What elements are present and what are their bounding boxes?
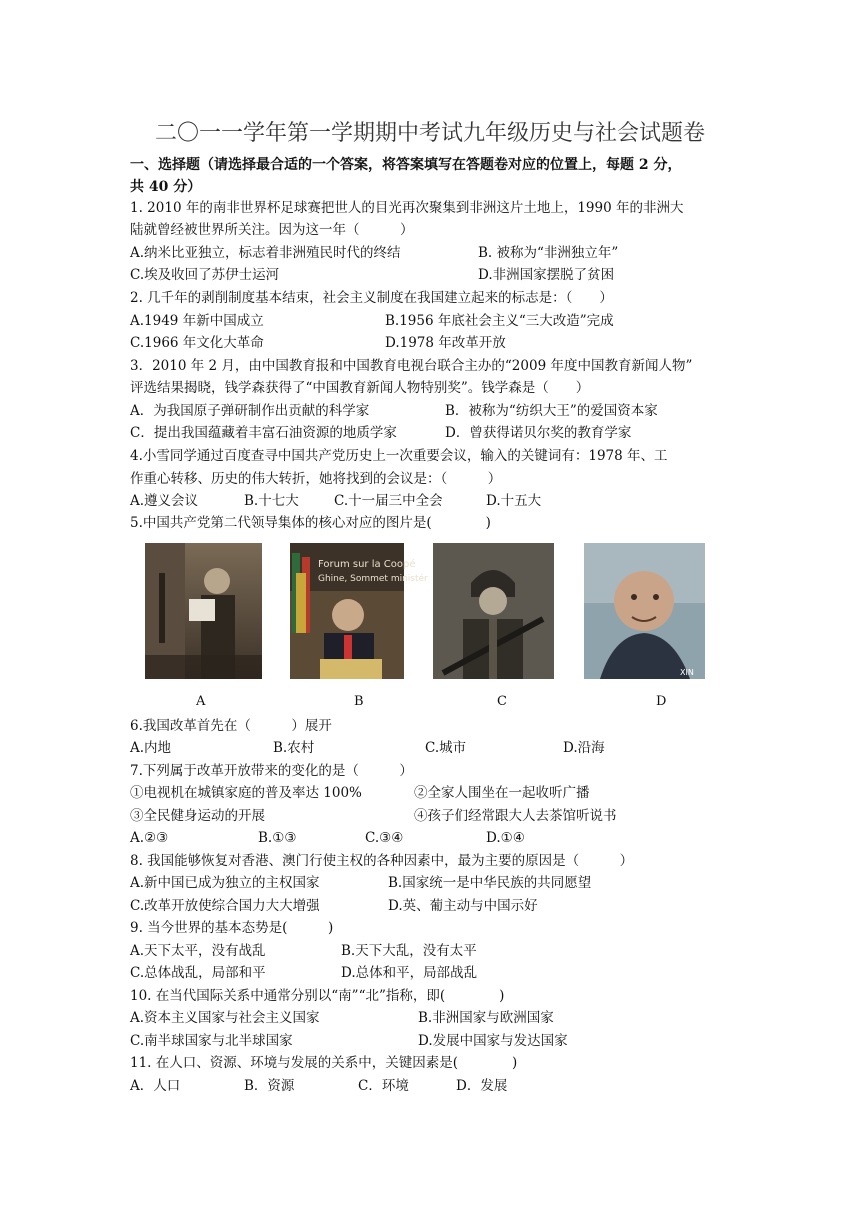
q6-option-b: B.农村: [273, 740, 315, 756]
q8-option-c: C.改革开放使综合国力大大增强: [130, 898, 320, 914]
q3-option-c: C．提出我国蕴藏着丰富石油资源的地质学家: [130, 425, 397, 441]
q4-option-b: B.十七大: [244, 493, 299, 509]
q7-stem: 7.下列属于改革开放带来的变化的是（ ）: [130, 763, 413, 779]
q2-stem: 2. 几千年的剥削制度基本结束，社会主义制度在我国建立起来的标志是：（ ）: [130, 290, 613, 306]
q1-option-d: D.非洲国家摆脱了贫困: [478, 267, 615, 283]
q10-stem: 10. 在当代国际关系中通常分别以“南”“北”指称，即( ): [130, 988, 505, 1004]
photo-label-c: C: [497, 694, 507, 709]
photo-a: [145, 543, 262, 679]
q9-option-b: B.天下大乱，没有太平: [341, 943, 477, 959]
q4-option-c: C.十一届三中全会: [334, 493, 443, 509]
q3-option-d: D．曾获得诺贝尔奖的教育学家: [445, 425, 632, 441]
q4-stem-line2: 作重心转移、历史的伟大转折，她将找到的会议是：（ ）: [130, 471, 502, 487]
q4-option-a: A.遵义会议: [130, 493, 199, 509]
photo-d-watermark: XIN: [680, 668, 694, 677]
photo-d: [584, 543, 705, 679]
q9-stem: 9. 当今世界的基本态势是( ): [130, 920, 334, 936]
q3-stem-line1: 3．2010 年 2 月，由中国教育报和中国教育电视台联合主办的“2009 年度中国教育新闻人物”: [130, 358, 693, 374]
q7-item-2: ②全家人围坐在一起收听广播: [414, 785, 590, 801]
q6-stem: 6.我国改革首先在（ ）展开: [130, 718, 332, 734]
q8-option-d: D.英、葡主动与中国示好: [388, 898, 538, 914]
q10-option-b: B.非洲国家与欧洲国家: [418, 1010, 554, 1026]
photo-c: [433, 543, 554, 679]
exam-title: 二〇一一学年第一学期期中考试九年级历史与社会试题卷: [154, 121, 705, 146]
q1-stem-line1: 1. 2010 年的南非世界杯足球赛把世人的目光再次聚集到非洲这片土地上，1990 年的非洲大: [130, 200, 684, 216]
q8-option-b: B.国家统一是中华民族的共同愿望: [388, 875, 592, 891]
section-heading: [130, 154, 730, 198]
q1-stem-line2: 陆就曾经被世界所关注。因为这一年（ ）: [130, 222, 414, 238]
q11-option-c: C．环境: [358, 1078, 409, 1094]
q6-option-c: C.城市: [425, 740, 467, 756]
q10-option-d: D.发展中国家与发达国家: [418, 1033, 568, 1049]
q5-stem: 5.中国共产党第二代领导集体的核心对应的图片是( ): [130, 515, 491, 531]
q7-option-b: B.①③: [258, 830, 297, 846]
q1-option-b: B. 被称为“非洲独立年”: [478, 245, 619, 261]
photo-b-banner-line2: Ghine, Sommet ministér: [318, 574, 428, 584]
q8-stem: 8. 我国能够恢复对香港、澳门行使主权的各种因素中，最为主要的原因是（ ）: [130, 853, 634, 869]
q1-option-c: C.埃及收回了苏伊士运河: [130, 267, 280, 283]
q6-option-d: D.沿海: [563, 740, 605, 756]
q3-stem-line2: 评选结果揭晓，钱学森获得了“中国教育新闻人物特别奖”。钱学森是（ ）: [130, 380, 590, 396]
q10-option-a: A.资本主义国家与社会主义国家: [130, 1010, 320, 1026]
q2-option-b: B.1956 年底社会主义“三大改造”完成: [385, 313, 614, 329]
q1-option-a: A.纳米比亚独立，标志着非洲殖民时代的终结: [130, 245, 401, 261]
q7-option-d: D.①④: [486, 830, 525, 846]
q4-option-d: D.十五大: [486, 493, 542, 509]
q10-option-c: C.南半球国家与北半球国家: [130, 1033, 293, 1049]
q11-option-b: B．资源: [244, 1078, 295, 1094]
q9-option-d: D.总体和平，局部战乱: [341, 965, 478, 981]
q3-option-b: B．被称为“纺织大王”的爱国资本家: [445, 403, 658, 419]
q2-option-a: A.1949 年新中国成立: [130, 313, 264, 329]
q3-option-a: A．为我国原子弹研制作出贡献的科学家: [130, 403, 370, 419]
q11-stem: 11. 在人口、资源、环境与发展的关系中，关键因素是( ): [130, 1055, 518, 1071]
q9-option-a: A.天下太平，没有战乱: [130, 943, 266, 959]
photo-label-a: A: [196, 694, 206, 709]
photo-b: [290, 543, 428, 679]
photo-b-banner-line1: Forum sur la Coopé: [318, 559, 416, 570]
q4-stem-line1: 4.小雪同学通过百度查寻中国共产党历史上一次重要会议，输入的关键词有：1978 年、工: [130, 448, 668, 464]
q11-option-a: A．人口: [130, 1078, 181, 1094]
q7-option-a: A.②③: [130, 830, 169, 846]
q2-option-d: D.1978 年改革开放: [385, 335, 506, 351]
q7-item-1: ①电视机在城镇家庭的普及率达 100%: [130, 785, 362, 801]
q8-option-a: A.新中国已成为独立的主权国家: [130, 875, 320, 891]
q11-option-d: D．发展: [456, 1078, 508, 1094]
photo-label-d: D: [656, 694, 667, 709]
photo-label-b: B: [354, 694, 364, 709]
q6-option-a: A.内地: [130, 740, 172, 756]
q7-item-4: ④孩子们经常跟大人去茶馆听说书: [414, 808, 617, 824]
section-heading-line1: 一、选择题（请选择最合适的一个答案，将答案填写在答题卷对应的位置上，每题 2 分，: [130, 157, 682, 173]
section-heading-line2: 共 40 分）: [130, 179, 202, 195]
q7-item-3: ③全民健身运动的开展: [130, 808, 265, 824]
q9-option-c: C.总体战乱，局部和平: [130, 965, 266, 981]
q2-option-c: C.1966 年文化大革命: [130, 335, 264, 351]
q7-option-c: C.③④: [365, 830, 404, 846]
